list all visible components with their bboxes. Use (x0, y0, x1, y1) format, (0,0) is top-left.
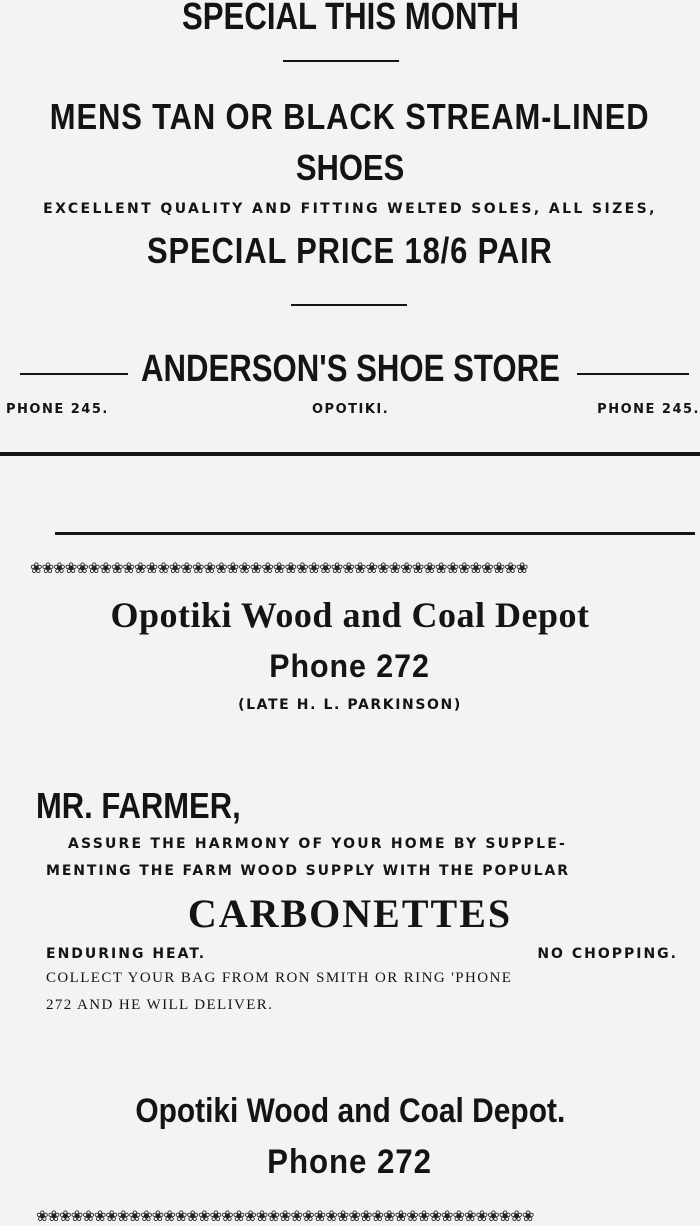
ornamental-border-bottom: ❀❀❀❀❀❀❀❀❀❀❀❀❀❀❀❀❀❀❀❀❀❀❀❀❀❀❀❀❀❀❀❀❀❀❀❀❀❀❀❀❀❀❀ (36, 1207, 534, 1225)
salutation: MR. FARMER, (36, 785, 241, 826)
feature-left: ENDURING HEAT. (46, 946, 207, 962)
late-owner-note: (LATE H. L. PARKINSON) (238, 697, 462, 713)
business-name: Opotiki Wood and Coal Depot (110, 595, 590, 635)
business-phone: Phone 272 (269, 648, 431, 684)
product-description: EXCELLENT QUALITY AND FITTING WELTED SOLES, ALL SIZES, (43, 201, 657, 217)
body-text-line2: MENTING THE FARM WOOD SUPPLY WITH THE POPULAR (46, 863, 570, 879)
phone-number-right: PHONE 245. (597, 402, 700, 417)
product-name: CARBONETTES (187, 891, 513, 936)
collect-text-line2: 272 AND HE WILL DELIVER. (46, 997, 274, 1013)
section-divider (55, 532, 695, 535)
store-name: ANDERSON'S SHOE STORE (140, 348, 560, 390)
special-price: SPECIAL PRICE 18/6 PAIR (147, 230, 553, 271)
product-title-line2: SHOES (295, 147, 405, 188)
short-divider (283, 60, 399, 62)
feature-right: NO CHOPPING. (537, 946, 678, 962)
short-divider (291, 304, 407, 306)
town-name: OPOTIKI. (312, 402, 390, 417)
collect-text-line1: COLLECT YOUR BAG FROM RON SMITH OR RING 'PHONE (46, 970, 513, 986)
footer-phone: Phone 272 (267, 1143, 433, 1181)
ornamental-border-top: ❀❀❀❀❀❀❀❀❀❀❀❀❀❀❀❀❀❀❀❀❀❀❀❀❀❀❀❀❀❀❀❀❀❀❀❀❀❀❀❀❀❀❀ (30, 559, 528, 577)
ad-headline: SPECIAL THIS MONTH (181, 0, 519, 38)
section-divider (0, 452, 700, 456)
store-name-rule-right (577, 373, 689, 375)
phone-number-left: PHONE 245. (6, 402, 109, 417)
body-text-line1: ASSURE THE HARMONY OF YOUR HOME BY SUPPLE- (68, 836, 568, 852)
footer-business-name: Opotiki Wood and Coal Depot. (135, 1092, 565, 1130)
product-title-line1: MENS TAN OR BLACK STREAM-LINED (50, 96, 650, 137)
